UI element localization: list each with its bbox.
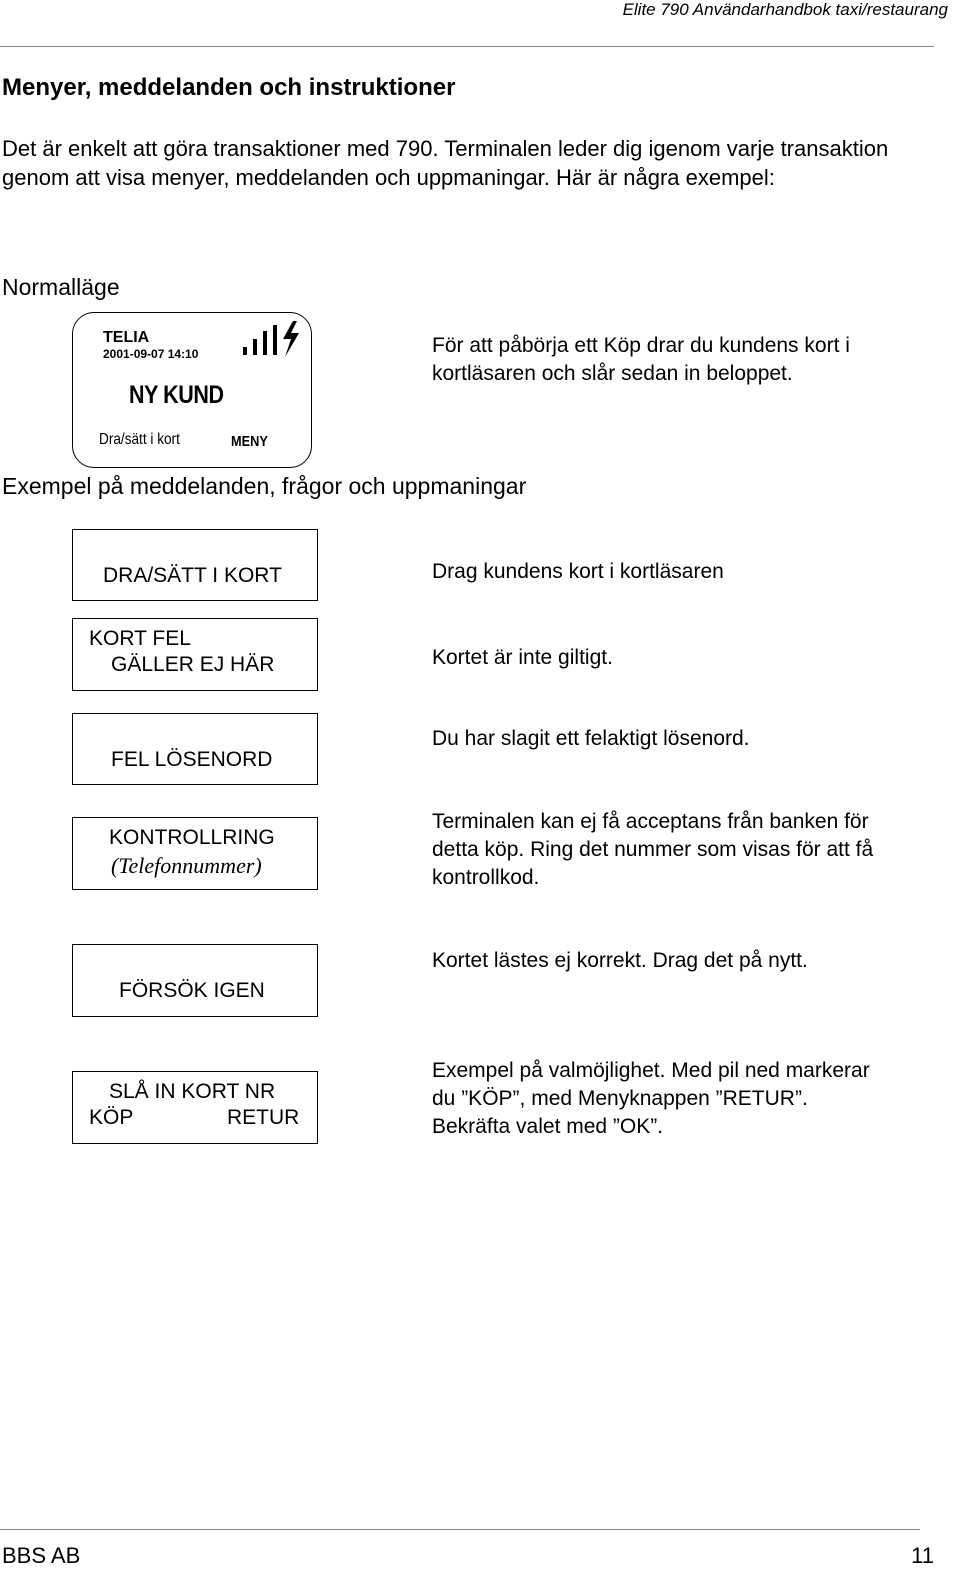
header-rule	[0, 46, 934, 47]
terminal-datetime: 2001-09-07 14:10	[103, 347, 199, 361]
description-line: kortläsaren och slår sedan in beloppet.	[432, 362, 793, 385]
terminal-display	[72, 312, 312, 468]
description-line: Exempel på valmöjlighet. Med pil ned markerar	[432, 1059, 870, 1082]
normal-mode-heading: Normalläge	[2, 274, 120, 300]
display-line: FÖRSÖK IGEN	[119, 979, 265, 1002]
description-line: Kortet är inte giltigt.	[432, 646, 613, 669]
examples-heading: Exempel på meddelanden, frågor och uppmaningar	[2, 473, 527, 499]
description-line: Bekräfta valet med ”OK”.	[432, 1115, 664, 1138]
description-line: Kortet lästes ej korrekt. Drag det på nytt.	[432, 949, 808, 972]
description-line: Drag kundens kort i kortläsaren	[432, 560, 724, 583]
description-line: Du har slagit ett felaktigt lösenord.	[432, 727, 750, 750]
display-line: KONTROLLRING	[109, 826, 275, 849]
option-retur: RETUR	[227, 1106, 300, 1129]
softkey-right-label: MENY	[231, 433, 268, 450]
lightning-icon	[283, 321, 299, 357]
footer-rule	[0, 1529, 920, 1530]
message-box-kontrollring	[72, 817, 318, 890]
display-line: FEL LÖSENORD	[111, 748, 273, 771]
description-line: du ”KÖP”, med Menyknappen ”RETUR”.	[432, 1087, 808, 1110]
description-line: detta köp. Ring det nummer som visas för att få	[432, 838, 874, 861]
display-line: DRA/SÄTT I KORT	[103, 564, 282, 587]
message-box-dra-satt	[72, 529, 318, 601]
softkey-left-label: Dra/sätt i kort	[99, 431, 180, 448]
display-line: SLÅ IN KORT NR	[109, 1080, 276, 1103]
normal-mode-description	[432, 332, 952, 388]
example-description	[432, 947, 952, 975]
display-line: (Telefonnummer)	[111, 853, 262, 878]
intro-paragraph: Det är enkelt att göra transaktioner med 790. Terminalen leder dig igenom varje transaktion genom att visa menyer, meddelanden och uppmaningar. Här är några exempel:	[2, 136, 889, 190]
example-description	[432, 558, 952, 586]
description-line: Terminalen kan ej få acceptans från banken för	[432, 810, 869, 833]
example-description	[432, 725, 952, 753]
signal-strength-icon	[241, 317, 305, 366]
message-box-fel-losenord	[72, 713, 318, 785]
footer-company: BBS AB	[2, 1543, 81, 1568]
display-line: GÄLLER EJ HÄR	[111, 653, 275, 676]
example-description	[432, 644, 952, 672]
example-description	[432, 808, 952, 892]
message-box-kort-fel	[72, 618, 318, 691]
option-kop: KÖP	[89, 1106, 134, 1129]
description-line: För att påbörja ett Köp drar du kundens kort i	[432, 334, 850, 357]
message-box-sla-in-kort	[72, 1071, 318, 1144]
description-line: kontrollkod.	[432, 866, 540, 889]
terminal-main-text: NY KUND	[129, 381, 224, 409]
message-box-forsok-igen	[72, 944, 318, 1017]
example-description	[432, 1057, 952, 1141]
terminal-operator: TELIA	[103, 329, 150, 346]
section-title: Menyer, meddelanden och instruktioner	[2, 74, 456, 101]
display-line: KORT FEL	[89, 627, 191, 650]
page-number: 11	[911, 1543, 934, 1568]
running-header: Elite 790 Användarhandbok taxi/restaurang	[622, 0, 948, 19]
